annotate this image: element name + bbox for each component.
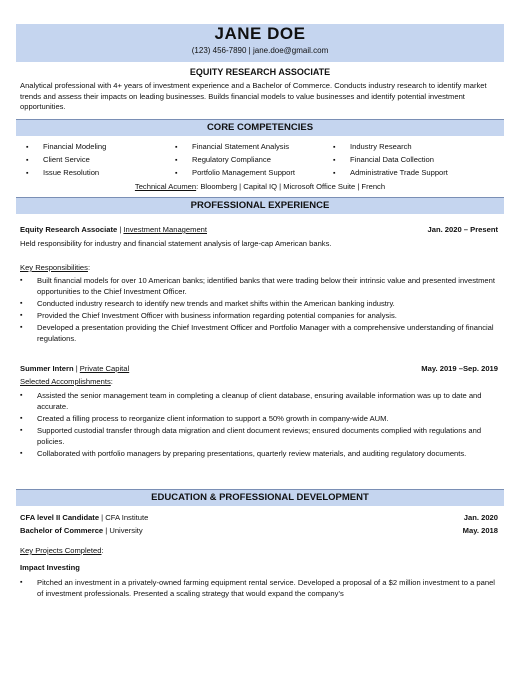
education-2-date: May. 2018 bbox=[462, 526, 498, 535]
list-item: ▪ Assisted the senior management team in completing a cleanup of client database, ensuring available information was up to date and accurate. bbox=[20, 391, 498, 412]
experience-section-header bbox=[16, 197, 504, 214]
project-title: Impact Investing bbox=[20, 563, 80, 572]
education-1-title: CFA level II Candidate bbox=[20, 513, 100, 522]
candidate-name: JANE DOE bbox=[214, 24, 306, 43]
job-1-company: Investment Management bbox=[123, 225, 207, 234]
job-2-dates: May. 2019 –Sep. 2019 bbox=[421, 364, 498, 373]
list-item: ▪ Created a filling process to reorganize client information to support a 50% growth in company-wide AUM. bbox=[20, 414, 498, 425]
competency-item: ▪ Regulatory Compliance bbox=[175, 154, 295, 167]
colon: : bbox=[87, 263, 91, 272]
section-title: EDUCATION & PROFESSIONAL DEVELOPMENT bbox=[151, 492, 369, 503]
competency-item: ▪ Client Service bbox=[26, 154, 106, 167]
list-item: ▪ Built financial models for over 10 American banks; identified banks that were trading below their intrinsic value and presented investment opportunities to the Chief Investment Officer. bbox=[20, 276, 498, 297]
key-projects-label-row bbox=[20, 546, 500, 557]
education-1-org: | CFA Institute bbox=[99, 513, 149, 522]
colon: : bbox=[101, 546, 104, 555]
list-item: ▪ Provided the Chief Investment Officer with business information regarding potential companies for analysis. bbox=[20, 311, 498, 322]
education-entry-1 bbox=[20, 513, 500, 522]
section-title: CORE COMPETENCIES bbox=[206, 122, 314, 133]
technical-acumen bbox=[0, 182, 520, 191]
competency-item: ▪ Financial Data Collection bbox=[333, 154, 448, 167]
list-item: ▪ Conducted industry research to identify new trends and market shifts within the American banking industry. bbox=[20, 299, 498, 310]
contact-info: (123) 456-7890 | jane.doe@gmail.com bbox=[191, 46, 329, 55]
job-1-dates: Jan. 2020 – Present bbox=[427, 225, 498, 234]
list-item: ▪ Pitched an investment in a privately-owned farming equipment rental service. Developed a proposal of a $2 million investment to a panel of investment professionals. Presented a scaling strategy that would expand the company’s bbox=[20, 578, 498, 599]
education-section-header bbox=[16, 489, 504, 506]
list-item: ▪ Developed a presentation providing the Chief Investment Officer and Portfolio Manager with a comprehensive understanding of financial regulations. bbox=[20, 323, 498, 344]
competencies-section-header bbox=[16, 119, 504, 136]
professional-summary: Analytical professional with 4+ years of investment experience and a Bachelor of Commerce. Conducts industry research to identify market trends and assess their impacts on leading businesses. Builds financial models to value businesses and identify potential investment opportunities. bbox=[20, 81, 487, 112]
job-1-role: Equity Research Associate bbox=[20, 225, 118, 234]
project-bullets bbox=[20, 578, 498, 601]
job-2-header bbox=[20, 364, 500, 373]
list-item: ▪ Supported custodial transfer through data migration and client document reviews; ensured documents complied with regulations and policies. bbox=[20, 426, 498, 447]
education-entry-2 bbox=[20, 526, 500, 535]
job-2-role: Summer Intern bbox=[20, 364, 74, 373]
education-2-org: | University bbox=[103, 526, 143, 535]
separator: | bbox=[117, 225, 124, 234]
target-job-title: EQUITY RESEARCH ASSOCIATE bbox=[189, 67, 331, 77]
key-projects-label: Key Projects Completed bbox=[20, 546, 102, 555]
technical-acumen-label: Technical Acumen bbox=[134, 182, 197, 191]
competencies-column-3 bbox=[333, 141, 448, 180]
education-2-title: Bachelor of Commerce bbox=[20, 526, 104, 535]
list-item: ▪ Collaborated with portfolio managers by preparing presentations, quarterly review materials, and auditing regulatory documents. bbox=[20, 449, 498, 460]
job-2-company: Private Capital bbox=[79, 364, 130, 373]
job-1-description: Held responsibility for industry and financial statement analysis of large-cap American banks. bbox=[20, 239, 332, 248]
technical-acumen-value: : Bloomberg | Capital IQ | Microsoft Office Suite | French bbox=[196, 182, 386, 191]
education-1-date: Jan. 2020 bbox=[463, 513, 498, 522]
competency-item: ▪ Portfolio Management Support bbox=[175, 167, 295, 180]
job-2-accomplishments bbox=[20, 391, 498, 461]
competency-item: ▪ Administrative Trade Support bbox=[333, 167, 448, 180]
competency-item: ▪ Issue Resolution bbox=[26, 167, 106, 180]
job-1-responsibilities bbox=[20, 276, 498, 346]
colon: : bbox=[110, 377, 113, 386]
competency-item: ▪ Financial Modeling bbox=[26, 141, 106, 154]
job-2-list-label-row bbox=[20, 377, 500, 388]
section-title: PROFESSIONAL EXPERIENCE bbox=[190, 200, 330, 211]
key-responsibilities-label: Key Responsibilities bbox=[20, 263, 88, 272]
competency-item: ▪ Industry Research bbox=[333, 141, 448, 154]
competencies-column-1 bbox=[26, 141, 106, 180]
selected-accomplishments-label: Selected Accomplishments bbox=[20, 377, 111, 386]
competency-item: ▪ Financial Statement Analysis bbox=[175, 141, 295, 154]
competencies-column-2 bbox=[175, 141, 295, 180]
job-1-header bbox=[20, 225, 500, 234]
separator: | bbox=[73, 364, 80, 373]
job-1-list-label-row bbox=[20, 263, 500, 274]
